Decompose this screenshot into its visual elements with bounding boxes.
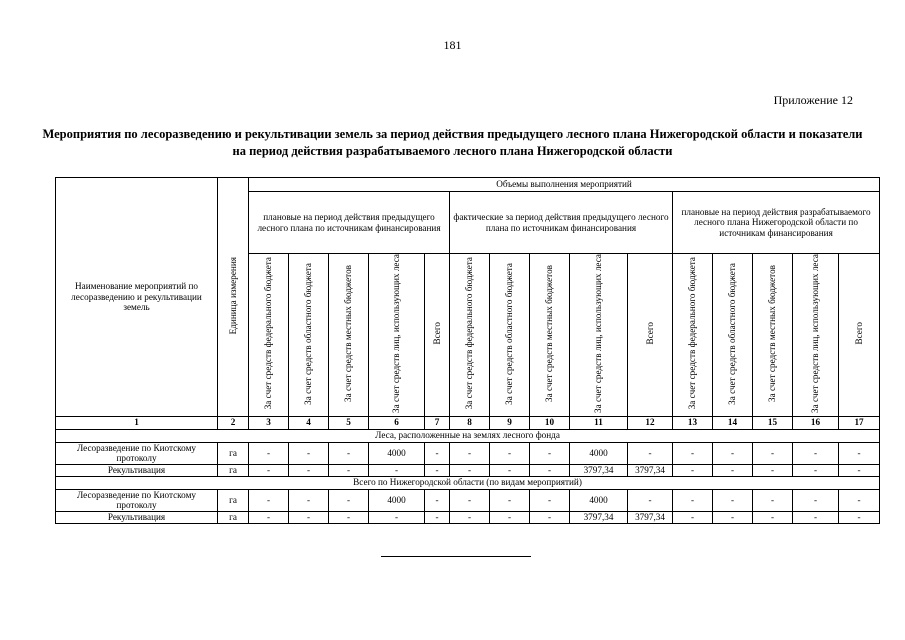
value-cell: 3797,34 [570,464,628,476]
subheader-g3-c1 [673,254,713,417]
header-group-actual-prev: фактические за период действия предыдущего лесного плана по источникам финансирования [450,192,673,254]
value-cell: - [369,464,425,476]
value-cell: - [839,511,880,523]
value-cell: - [793,489,839,511]
value-cell: - [839,442,880,464]
subheader-g1-c2 [289,254,329,417]
subheader-text: За счет средств областного бюджета [504,262,515,405]
column-number-13: 13 [673,416,713,429]
value-cell: - [369,511,425,523]
value-cell: - [753,464,793,476]
column-number-15: 15 [753,416,793,429]
value-cell: - [450,489,490,511]
value-cell: - [490,489,530,511]
activity-name-cell: Лесоразведение по Киотскому протоколу [56,489,218,511]
value-cell: - [249,464,289,476]
column-number-2: 2 [218,416,249,429]
value-cell: - [289,442,329,464]
column-number-17: 17 [839,416,880,429]
value-cell: - [673,511,713,523]
column-number-row [56,416,880,429]
subheader-text: За счет средств лиц, использующих леса [391,254,402,414]
section-title: Леса, расположенные на землях лесного фонда [56,429,880,442]
subheader-text: За счет средств областного бюджета [303,262,314,405]
value-cell: - [793,464,839,476]
subheader-g2-c5 [628,254,673,417]
value-cell: - [713,464,753,476]
column-number-16: 16 [793,416,839,429]
table-row [56,442,880,464]
table-body [56,429,880,523]
activities-table [55,177,880,524]
header-group-planned-prev: плановые на период действия предыдущего лесного плана по источникам финансирования [249,192,450,254]
value-cell: - [490,442,530,464]
header-unit-text: Единица измерения [227,256,238,335]
value-cell: 4000 [369,489,425,511]
subheader-g2-c3 [530,254,570,417]
value-cell: - [450,511,490,523]
column-number-3: 3 [249,416,289,429]
subheader-text: Всего [853,322,864,345]
value-cell: - [490,511,530,523]
value-cell: - [249,511,289,523]
value-cell: - [793,511,839,523]
subheader-g3-c5 [839,254,880,417]
value-cell: - [839,489,880,511]
value-cell: - [425,442,450,464]
value-cell: - [450,442,490,464]
value-cell: - [673,464,713,476]
value-cell: - [289,489,329,511]
subheader-g3-c4 [793,254,839,417]
activity-name-cell: Рекультивация [56,511,218,523]
value-cell: - [329,489,369,511]
value-cell: 3797,34 [628,511,673,523]
value-cell: - [329,442,369,464]
subheader-g1-c5 [425,254,450,417]
value-cell: - [673,442,713,464]
appendix-label: Приложение 12 [773,93,853,107]
column-number-4: 4 [289,416,329,429]
value-cell: - [329,511,369,523]
value-cell: - [530,489,570,511]
column-number-11: 11 [570,416,628,429]
value-cell: - [628,442,673,464]
value-cell: 4000 [570,489,628,511]
subheader-text: Всего [431,322,442,345]
value-cell: - [753,489,793,511]
column-number-9: 9 [490,416,530,429]
value-cell: - [530,464,570,476]
subheader-text: За счет средств местных бюджетов [767,265,778,402]
unit-cell: га [218,511,249,523]
value-cell: - [329,464,369,476]
section-row [56,476,880,489]
subheader-g1-c1 [249,254,289,417]
column-number-6: 6 [369,416,425,429]
value-cell: - [839,464,880,476]
unit-cell: га [218,489,249,511]
table-row [56,464,880,476]
subheader-text: За счет средств лиц, использующих леса [593,254,604,414]
section-title: Всего по Нижегородской области (по видам мероприятий) [56,476,880,489]
header-group-planned-new: плановые на период действия разрабатываемого лесного плана Нижегородской области по источникам финансирования [673,192,880,254]
page-number: 181 [443,38,462,52]
value-cell: - [673,489,713,511]
unit-cell: га [218,442,249,464]
value-cell: 4000 [570,442,628,464]
column-number-10: 10 [530,416,570,429]
subheader-text: За счет средств лиц, использующих леса [810,254,821,414]
value-cell: - [713,511,753,523]
subheader-g1-c4 [369,254,425,417]
value-cell: - [249,442,289,464]
value-cell: - [425,489,450,511]
footnote-separator [381,556,531,557]
value-cell: - [753,511,793,523]
column-number-5: 5 [329,416,369,429]
value-cell: - [289,511,329,523]
subheader-g3-c3 [753,254,793,417]
header-unit [218,178,249,417]
value-cell: - [450,464,490,476]
value-cell: 3797,34 [628,464,673,476]
header-volumes: Объемы выполнения мероприятий [249,178,880,192]
column-number-12: 12 [628,416,673,429]
section-row [56,429,880,442]
value-cell: - [289,464,329,476]
value-cell: - [628,489,673,511]
value-cell: - [425,464,450,476]
table-row [56,489,880,511]
subheader-g2-c4 [570,254,628,417]
value-cell: - [713,489,753,511]
column-number-8: 8 [450,416,490,429]
subheader-text: За счет средств федерального бюджета [464,257,475,410]
value-cell: - [713,442,753,464]
subheader-g1-c3 [329,254,369,417]
unit-cell: га [218,464,249,476]
subheader-g2-c1 [450,254,490,417]
value-cell: - [793,442,839,464]
value-cell: 4000 [369,442,425,464]
column-number-7: 7 [425,416,450,429]
header-activity-name: Наименование мероприятий по лесоразведению и рекультивации земель [56,178,218,417]
table-row [56,511,880,523]
column-number-1: 1 [56,416,218,429]
subheader-text: За счет средств федерального бюджета [263,257,274,410]
subheader-text: За счет средств федерального бюджета [687,257,698,410]
value-cell: 3797,34 [570,511,628,523]
value-cell: - [530,442,570,464]
document-title: Мероприятия по лесоразведению и рекультивации земель за период действия предыдущего лесного плана Нижегородской области и показатели на период действия разрабатываемого лесного плана Нижегородской области [42,127,863,158]
subheader-g3-c2 [713,254,753,417]
column-number-14: 14 [713,416,753,429]
subheader-text: Всего [644,322,655,345]
activity-name-cell: Рекультивация [56,464,218,476]
subheader-text: За счет средств областного бюджета [727,262,738,405]
value-cell: - [425,511,450,523]
activity-name-cell: Лесоразведение по Киотскому протоколу [56,442,218,464]
value-cell: - [490,464,530,476]
subheader-text: За счет средств местных бюджетов [544,265,555,402]
value-cell: - [530,511,570,523]
subheader-text: За счет средств местных бюджетов [343,265,354,402]
subheader-g2-c2 [490,254,530,417]
value-cell: - [249,489,289,511]
value-cell: - [753,442,793,464]
